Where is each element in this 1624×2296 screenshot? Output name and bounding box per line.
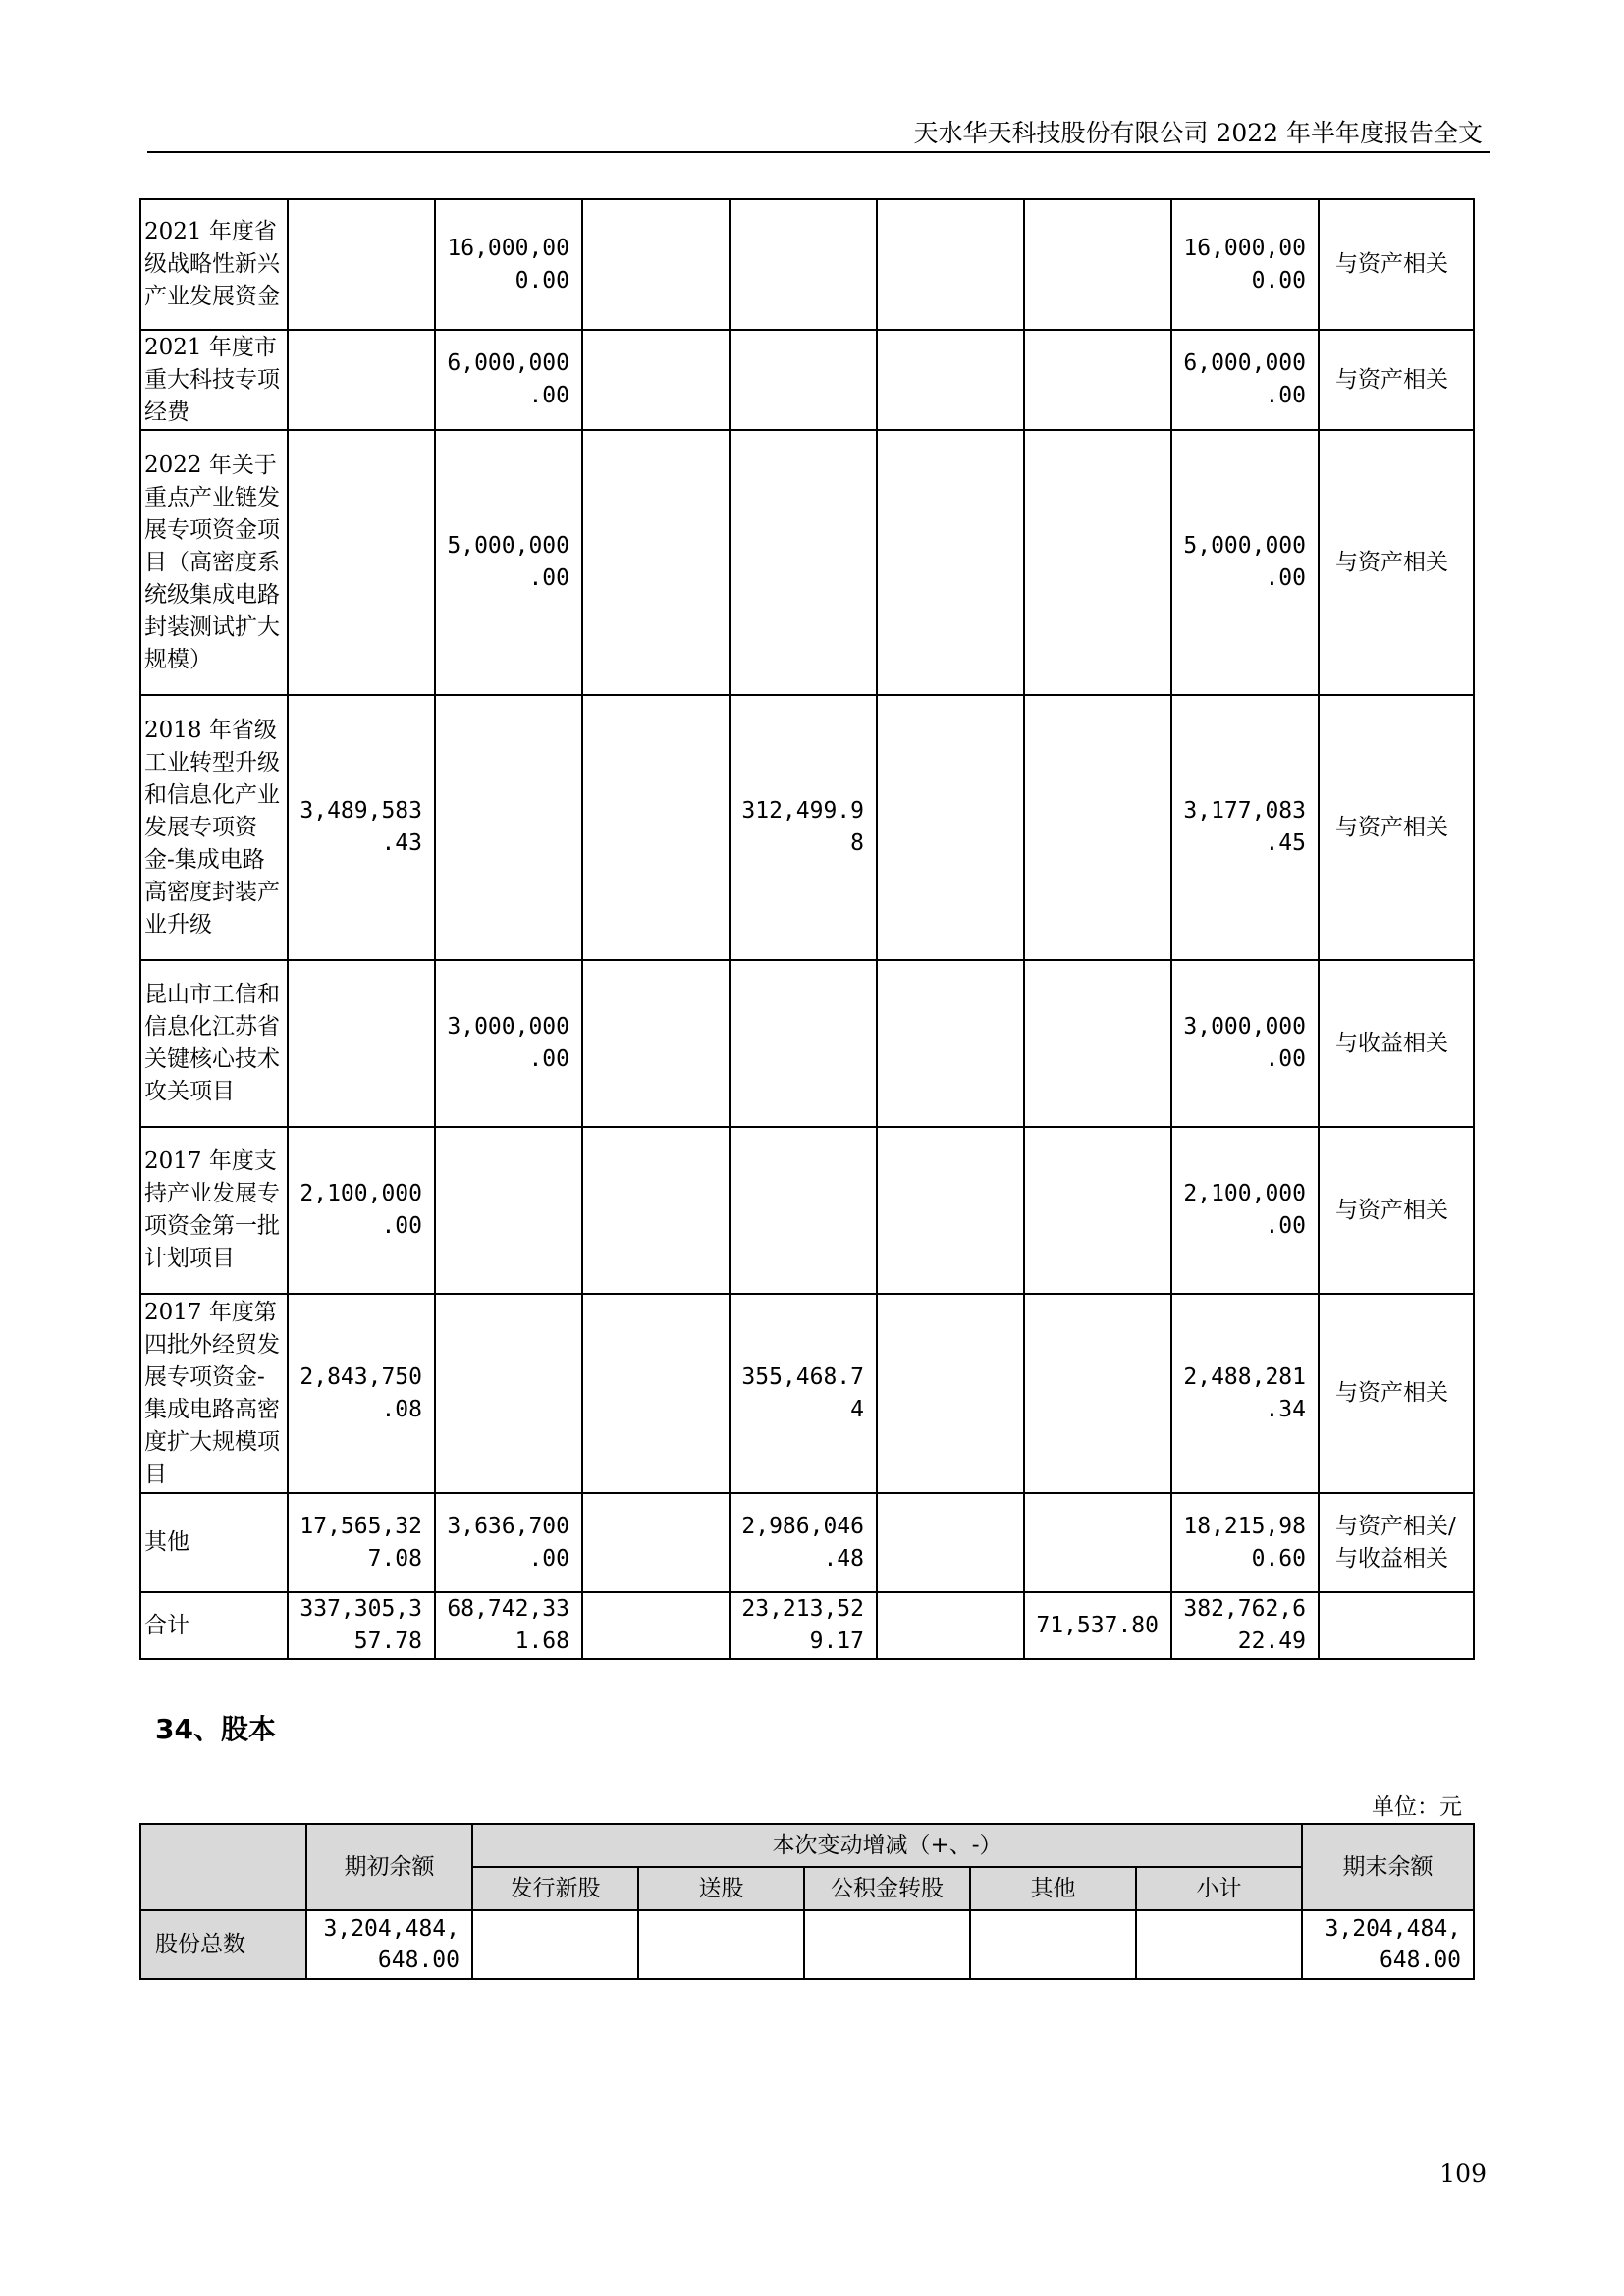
grant-cell-line: .00: [528, 1046, 569, 1072]
grant-row: [140, 199, 1474, 330]
grant-cell-other-change: [1024, 695, 1171, 960]
grant-cell-line: 2,100,000: [299, 1181, 422, 1206]
grant-cell-line: .00: [381, 1213, 422, 1239]
grant-cell-to-income: [730, 1493, 877, 1592]
grant-project-name: 昆山市工信和信息化江苏省关键核心技术攻关项目: [140, 960, 288, 1127]
grant-cell-line: .00: [528, 1545, 569, 1572]
cell-new-issue: [472, 1910, 638, 1979]
grant-nature: 与资产相关: [1319, 695, 1474, 960]
grant-project-name: 2021 年度市重大科技专项经费: [140, 330, 288, 430]
grant-cell-to-other-income: [582, 199, 730, 330]
grant-cell-line: 0.00: [514, 267, 569, 294]
grant-cell-line: 57.78: [353, 1629, 422, 1654]
grant-cell-line: 18,215,98: [1183, 1513, 1306, 1539]
grant-nature: 与资产相关: [1319, 430, 1474, 695]
grant-cell-line: 312,499.9: [741, 798, 864, 824]
grant-cell-line: 7.08: [367, 1545, 422, 1572]
grant-cell-line: .00: [1265, 383, 1306, 408]
grant-project-name: 其他: [140, 1493, 288, 1592]
grant-cell-line: 1.68: [514, 1629, 569, 1654]
grant-project-name: 2017 年度第四批外经贸发展专项资金-集成电路高密度扩大规模项目: [140, 1294, 288, 1493]
grant-cell-line: .45: [1265, 830, 1306, 856]
header-new-issue: 发行新股: [472, 1867, 638, 1910]
grant-cell-line: 0.60: [1251, 1545, 1306, 1572]
grant-cell-closing: [1171, 430, 1319, 695]
cell-opening: [306, 1910, 472, 1979]
government-grants-table: [139, 198, 1475, 1660]
grant-cell-offset: [877, 199, 1024, 330]
grant-cell-offset: [877, 960, 1024, 1127]
grant-cell-to-income: [730, 1592, 877, 1659]
grant-cell-closing: [1171, 1127, 1319, 1294]
grant-cell-to-other-income: [582, 430, 730, 695]
grant-row: [140, 430, 1474, 695]
grant-cell-other-change: [1024, 430, 1171, 695]
page-number: 109: [1439, 2160, 1487, 2188]
cell-bonus: [638, 1910, 804, 1979]
grant-cell-line: 16,000,00: [447, 235, 569, 261]
share-capital-table: [139, 1823, 1475, 1980]
grant-project-name: 2017 年度支持产业发展专项资金第一批计划项目: [140, 1127, 288, 1294]
section-title: 34、股本: [155, 1713, 276, 1745]
grant-cell-opening: [288, 1127, 435, 1294]
header-reserve-transfer: 公积金转股: [804, 1867, 970, 1910]
grant-nature: 与资产相关/与收益相关: [1319, 1493, 1474, 1592]
grant-cell-line: 337,305,3: [299, 1596, 422, 1622]
corner-cell: [140, 1824, 306, 1910]
grant-cell-offset: [877, 695, 1024, 960]
grant-cell-to-income: [730, 1294, 877, 1493]
grant-cell-line: 17,565,32: [299, 1513, 422, 1539]
grant-cell-line: 2,100,000: [1183, 1181, 1306, 1206]
grant-cell-line: 16,000,00: [1183, 235, 1306, 261]
grant-cell-new-amount: [435, 199, 582, 330]
grant-cell-closing: [1171, 960, 1319, 1127]
grant-cell-closing: [1171, 199, 1319, 330]
cell-opening-line2: 648.00: [377, 1948, 460, 1973]
grant-cell-offset: [877, 430, 1024, 695]
header-subtotal: 小计: [1136, 1867, 1302, 1910]
grant-cell-to-other-income: [582, 1127, 730, 1294]
grant-cell-to-income: [730, 695, 877, 960]
grant-cell-line: 0.00: [1251, 267, 1306, 294]
grant-cell-to-other-income: [582, 1493, 730, 1592]
grant-cell-opening: [288, 199, 435, 330]
row-label: 股份总数: [140, 1910, 306, 1979]
grant-cell-line: .00: [528, 565, 569, 591]
grant-cell-line: 71,537.80: [1036, 1612, 1159, 1638]
grant-project-name: 2021 年度省级战略性新兴产业发展资金: [140, 199, 288, 330]
header-bonus: 送股: [638, 1867, 804, 1910]
grant-nature: 与资产相关: [1319, 1127, 1474, 1294]
grant-row: [140, 1592, 1474, 1659]
cell-reserve-transfer: [804, 1910, 970, 1979]
grant-cell-opening: [288, 1493, 435, 1592]
grant-row: [140, 960, 1474, 1127]
grant-nature: [1319, 1592, 1474, 1659]
grant-cell-line: 2,843,750: [299, 1363, 422, 1390]
cell-closing-line2: 648.00: [1379, 1948, 1462, 1973]
grant-cell-line: 8: [850, 830, 864, 856]
header-closing: 期末余额: [1302, 1824, 1474, 1910]
grant-cell-line: 9.17: [809, 1629, 864, 1654]
grant-nature: 与收益相关: [1319, 960, 1474, 1127]
grant-cell-closing: [1171, 1493, 1319, 1592]
grant-row: [140, 1127, 1474, 1294]
grant-cell-new-amount: [435, 330, 582, 430]
grant-cell-other-change: [1024, 1592, 1171, 1659]
grant-cell-line: 3,000,000: [447, 1014, 569, 1040]
grant-cell-new-amount: [435, 1493, 582, 1592]
grant-cell-to-other-income: [582, 695, 730, 960]
grant-cell-other-change: [1024, 1127, 1171, 1294]
grant-cell-closing: [1171, 695, 1319, 960]
grant-cell-line: 2,986,046: [741, 1513, 864, 1539]
grant-cell-to-income: [730, 1127, 877, 1294]
cell-closing: [1302, 1910, 1474, 1979]
grant-cell-line: 5,000,000: [447, 533, 569, 559]
grant-cell-line: 3,177,083: [1183, 798, 1306, 824]
grant-cell-new-amount: [435, 1294, 582, 1493]
grant-row: [140, 1294, 1474, 1493]
grant-cell-opening: [288, 330, 435, 430]
grant-cell-to-other-income: [582, 960, 730, 1127]
grant-cell-line: 68,742,33: [447, 1596, 569, 1622]
grant-row: [140, 1493, 1474, 1592]
header-change-group: 本次变动增减（+、-）: [472, 1824, 1302, 1867]
header-other: 其他: [970, 1867, 1136, 1910]
grant-cell-opening: [288, 1294, 435, 1493]
grant-cell-other-change: [1024, 330, 1171, 430]
grant-cell-other-change: [1024, 960, 1171, 1127]
grant-cell-opening: [288, 960, 435, 1127]
grant-cell-opening: [288, 430, 435, 695]
grant-cell-new-amount: [435, 1127, 582, 1294]
header-opening: 期初余额: [306, 1824, 472, 1910]
grant-cell-offset: [877, 330, 1024, 430]
grant-nature: 与资产相关: [1319, 1294, 1474, 1493]
grant-cell-line: 2,488,281: [1183, 1363, 1306, 1390]
grant-row: [140, 695, 1474, 960]
cell-other: [970, 1910, 1136, 1979]
grant-cell-line: .00: [528, 383, 569, 408]
grant-cell-line: 3,000,000: [1183, 1014, 1306, 1040]
grant-cell-other-change: [1024, 199, 1171, 330]
grant-cell-to-income: [730, 199, 877, 330]
grant-cell-closing: [1171, 1592, 1319, 1659]
grant-cell-to-other-income: [582, 1294, 730, 1493]
unit-label: 单位：元: [1372, 1794, 1462, 1820]
grant-cell-new-amount: [435, 430, 582, 695]
grant-cell-line: .00: [1265, 565, 1306, 591]
grant-cell-to-income: [730, 330, 877, 430]
grant-cell-line: 4: [850, 1396, 864, 1422]
grant-cell-to-income: [730, 960, 877, 1127]
grant-cell-line: .48: [823, 1545, 864, 1572]
grant-cell-new-amount: [435, 1592, 582, 1659]
grant-cell-closing: [1171, 330, 1319, 430]
grant-cell-line: 6,000,000: [1183, 350, 1306, 376]
page-header: [147, 110, 1490, 153]
grant-cell-to-other-income: [582, 1592, 730, 1659]
grant-project-name: 合计: [140, 1592, 288, 1659]
cell-closing-line1: 3,204,484,: [1325, 1916, 1462, 1942]
cell-opening-line1: 3,204,484,: [323, 1916, 460, 1942]
share-total-row: [140, 1910, 1474, 1979]
grant-cell-offset: [877, 1127, 1024, 1294]
grant-cell-line: 5,000,000: [1183, 533, 1306, 559]
grant-cell-line: 3,489,583: [299, 798, 422, 824]
grant-cell-line: 355,468.7: [741, 1363, 864, 1390]
grant-cell-to-other-income: [582, 330, 730, 430]
grant-cell-offset: [877, 1294, 1024, 1493]
grant-cell-offset: [877, 1493, 1024, 1592]
cell-subtotal: [1136, 1910, 1302, 1979]
grant-cell-to-income: [730, 430, 877, 695]
grant-cell-line: .00: [1265, 1213, 1306, 1239]
grant-cell-line: .08: [381, 1396, 422, 1422]
grant-cell-other-change: [1024, 1493, 1171, 1592]
grant-cell-offset: [877, 1592, 1024, 1659]
grant-nature: 与资产相关: [1319, 330, 1474, 430]
grant-cell-line: 23,213,52: [741, 1596, 864, 1622]
grant-cell-line: .43: [381, 830, 422, 856]
grant-project-name: 2022 年关于重点产业链发展专项资金项目（高密度系统级集成电路封装测试扩大规模）: [140, 430, 288, 695]
grant-cell-line: .34: [1265, 1396, 1306, 1422]
grant-nature: 与资产相关: [1319, 199, 1474, 330]
grant-row: [140, 330, 1474, 430]
grant-cell-line: .00: [1265, 1046, 1306, 1072]
grant-cell-line: 382,762,6: [1183, 1596, 1306, 1622]
share-header-row: [140, 1824, 1474, 1867]
report-title: 天水华天科技股份有限公司 2022 年半年度报告全文: [913, 119, 1483, 147]
grant-project-name: 2018 年省级工业转型升级和信息化产业发展专项资金-集成电路高密度封装产业升级: [140, 695, 288, 960]
grant-cell-line: 6,000,000: [447, 350, 569, 376]
grant-table-body: [140, 199, 1474, 1659]
grant-cell-other-change: [1024, 1294, 1171, 1493]
grant-cell-opening: [288, 1592, 435, 1659]
grant-cell-new-amount: [435, 695, 582, 960]
grant-cell-closing: [1171, 1294, 1319, 1493]
grant-cell-new-amount: [435, 960, 582, 1127]
grant-cell-opening: [288, 695, 435, 960]
grant-cell-line: 3,636,700: [447, 1513, 569, 1539]
grant-cell-line: 22.49: [1237, 1629, 1306, 1654]
